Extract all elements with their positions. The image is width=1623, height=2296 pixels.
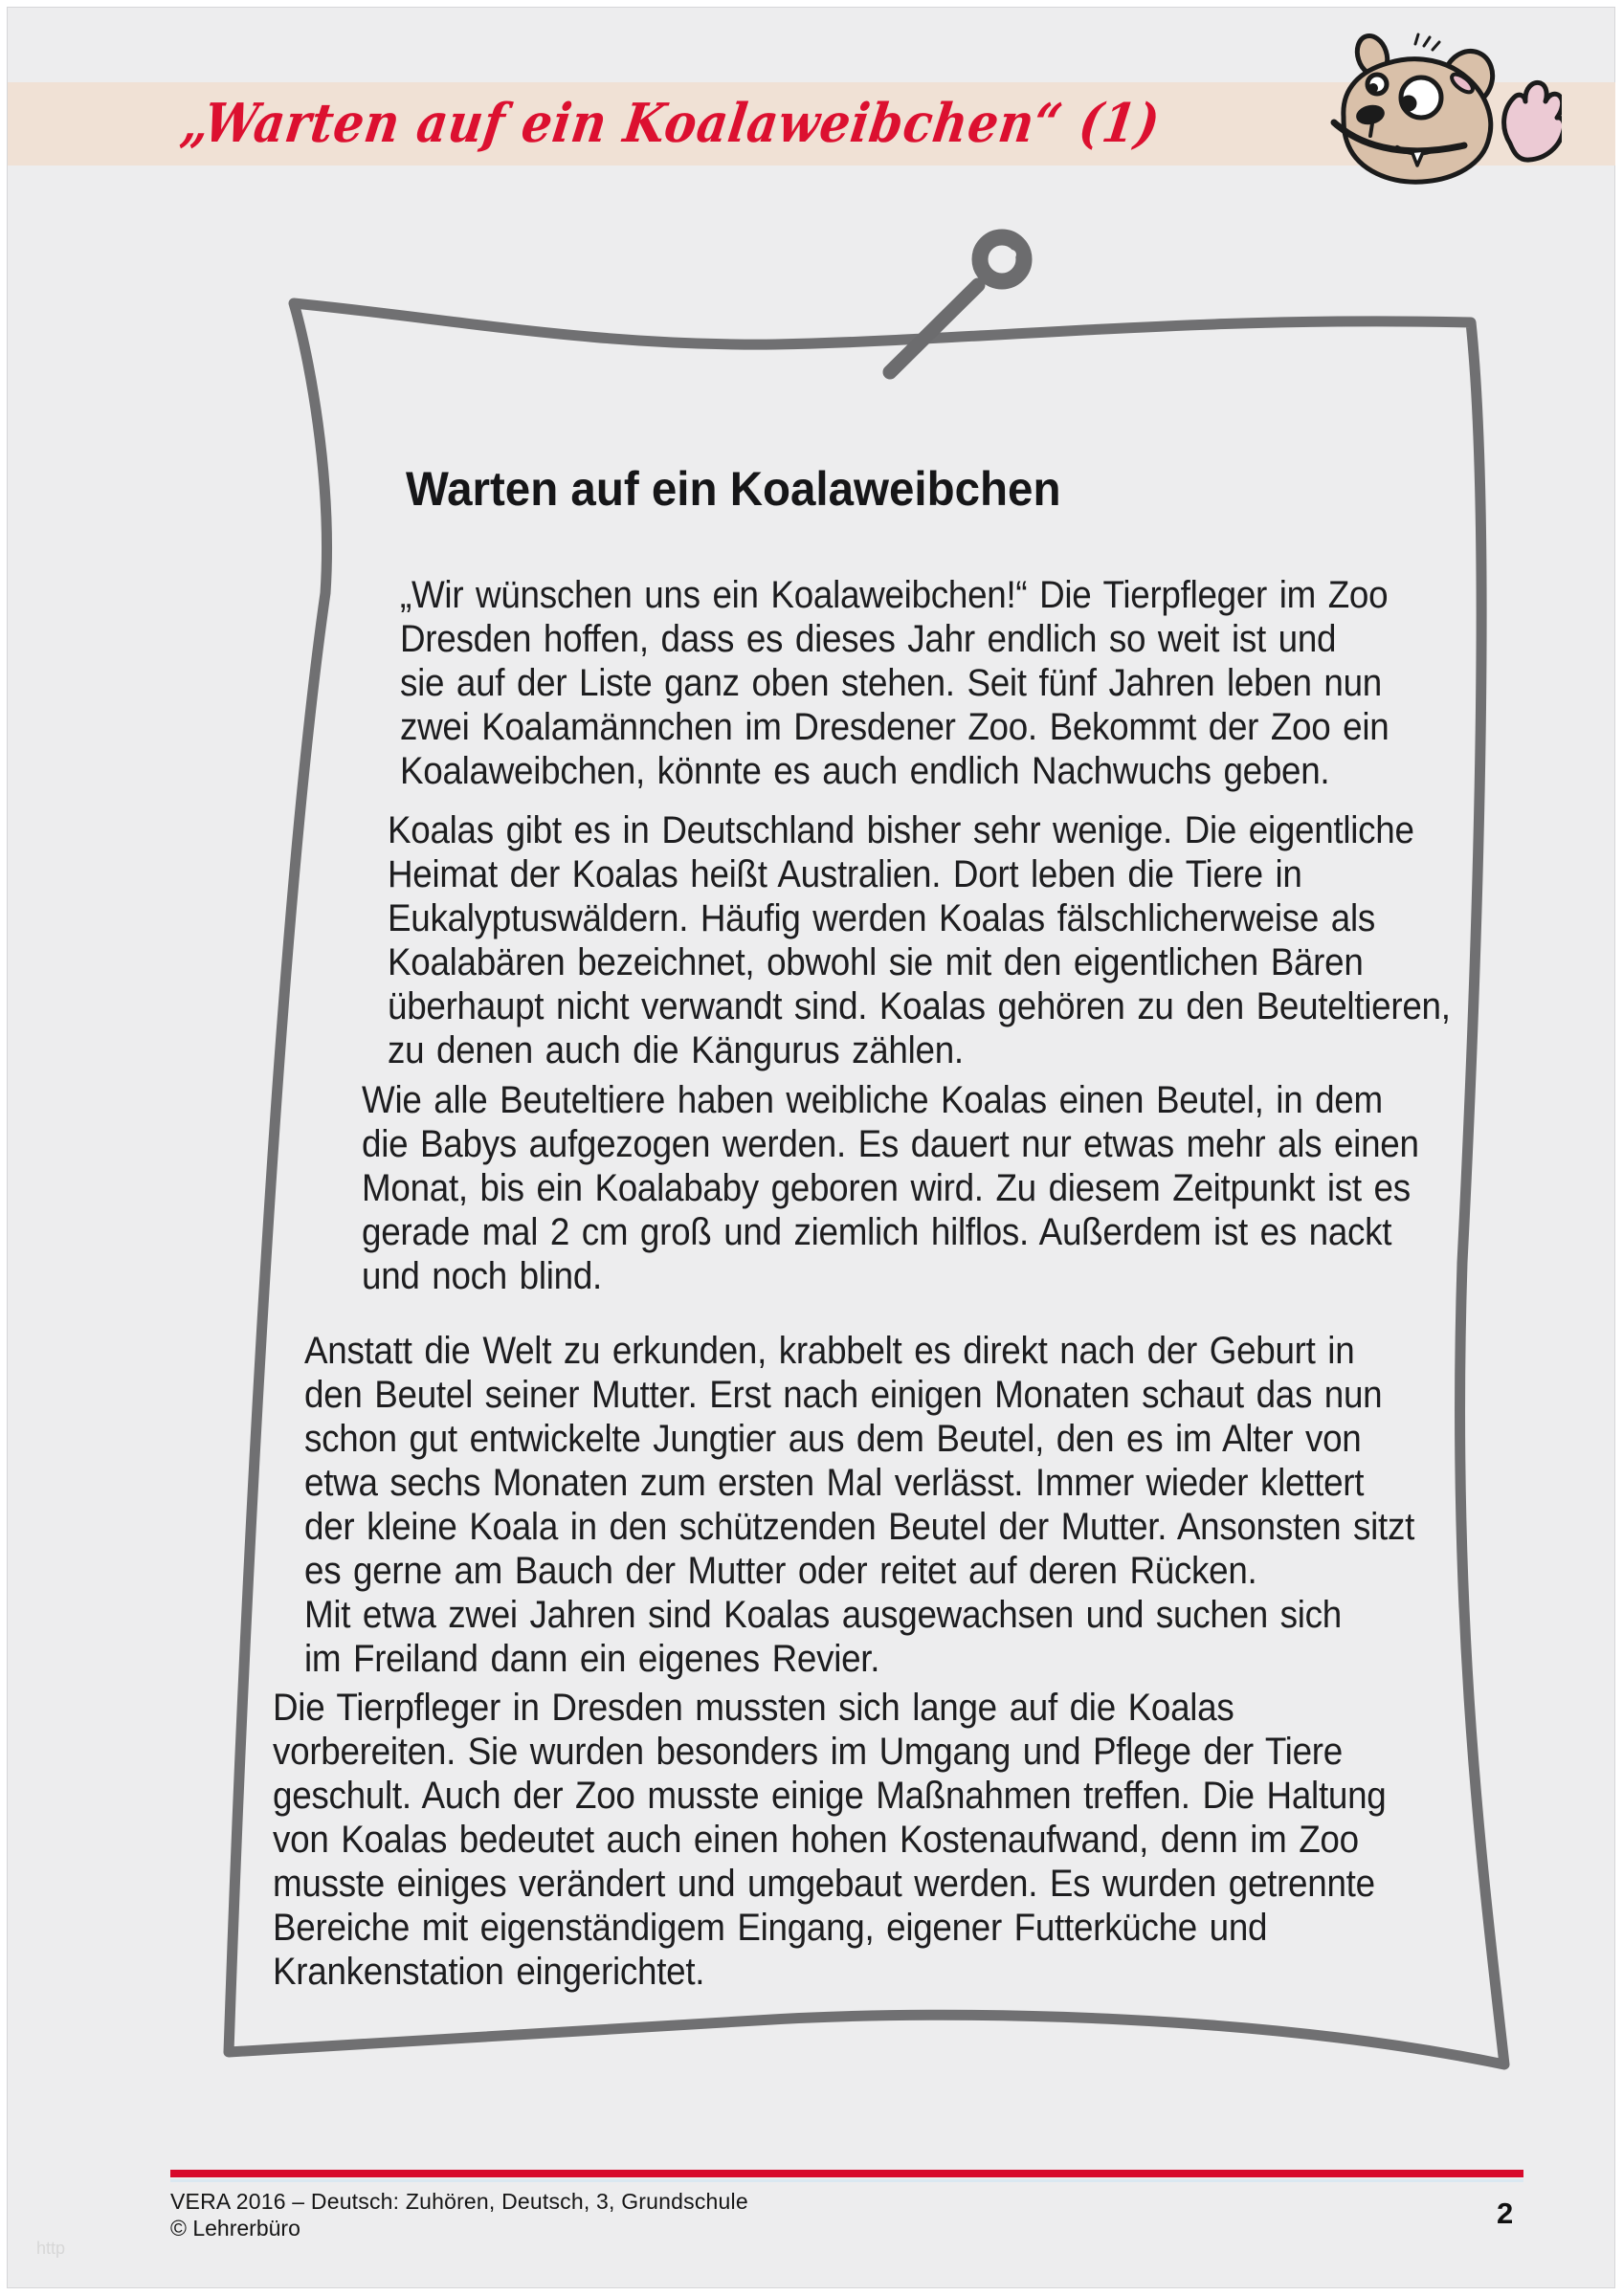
note-paragraph — [388, 808, 1451, 1072]
footer-rule — [170, 2170, 1523, 2177]
note-line: „Wir wünschen uns ein Koalaweibchen!“ Die Tierpfleger im Zoo — [400, 574, 1389, 616]
note-line: Anstatt die Welt zu erkunden, krabbelt es direkt nach der Geburt in — [304, 1330, 1355, 1372]
note-line: gerade mal 2 cm groß und ziemlich hilflos. Außerdem ist es nackt — [362, 1211, 1392, 1253]
note-line: Koalaweibchen, könnte es auch endlich Nachwuchs geben. — [400, 750, 1330, 792]
note-paragraph — [400, 573, 1389, 793]
note-line: Mit etwa zwei Jahren sind Koalas ausgewachsen und suchen sich — [304, 1594, 1343, 1636]
note-paragraph — [362, 1078, 1419, 1298]
note-line: Koalas gibt es in Deutschland bisher sehr wenige. Die eigentliche — [388, 809, 1414, 851]
note-title: Warten auf ein Koalaweibchen — [406, 462, 1061, 516]
page-title: „Warten auf ein Koalaweibchen“ (1) — [177, 92, 1165, 155]
note-line: Wie alle Beuteltiere haben weibliche Koalas einen Beutel, in dem — [362, 1079, 1383, 1121]
note-line: der kleine Koala in den schützenden Beutel der Mutter. Ansonsten sitzt — [304, 1506, 1415, 1548]
note-line: Monat, bis ein Koalababy geboren wird. Zu diesem Zeitpunkt ist es — [362, 1167, 1411, 1209]
note-line: Die Tierpfleger in Dresden mussten sich lange auf die Koalas — [273, 1687, 1234, 1729]
note-paragraph — [273, 1686, 1386, 1994]
note-line: sie auf der Liste ganz oben stehen. Seit fünf Jahren leben nun — [400, 662, 1382, 704]
note-line: die Babys aufgezogen werden. Es dauert nur etwas mehr als einen — [362, 1123, 1419, 1165]
note-line: Dresden hoffen, dass es dieses Jahr endlich so weit ist und — [400, 618, 1337, 660]
note-line: Krankenstation eingerichtet. — [273, 1951, 705, 1993]
footer-source: VERA 2016 – Deutsch: Zuhören, Deutsch, 3, Grundschule — [170, 2189, 748, 2214]
note-line: Heimat der Koalas heißt Australien. Dort leben die Tiere in — [388, 853, 1302, 895]
note-line: den Beutel seiner Mutter. Erst nach einigen Monaten schaut das nun — [304, 1374, 1383, 1416]
note-line: überhaupt nicht verwandt sind. Koalas gehören zu den Beuteltieren, — [388, 985, 1451, 1027]
note-line: Eukalyptuswäldern. Häufig werden Koalas fälschlicherweise als — [388, 897, 1375, 939]
note-line: Koalabären bezeichnet, obwohl sie mit den eigentlichen Bären — [388, 941, 1364, 983]
note-line: geschult. Auch der Zoo musste einige Maßnahmen treffen. Die Haltung — [273, 1775, 1387, 1817]
note-line: es gerne am Bauch der Mutter oder reitet auf deren Rücken. — [304, 1550, 1257, 1592]
note-line: musste einiges verändert und umgebaut werden. Es wurden getrennte — [273, 1863, 1375, 1905]
footer-rule-accent — [170, 2179, 1523, 2182]
note-paragraph — [304, 1329, 1414, 1681]
watermark-text: http — [36, 2239, 66, 2258]
note-line: im Freiland dann ein eigenes Revier. — [304, 1638, 880, 1680]
footer-copyright: © Lehrerbüro — [170, 2216, 300, 2241]
pin-icon — [890, 237, 1024, 372]
note-line: vorbereiten. Sie wurden besonders im Umgang und Pflege der Tiere — [273, 1731, 1343, 1773]
note-line: und noch blind. — [362, 1255, 603, 1297]
note-line: zu denen auch die Kängurus zählen. — [388, 1029, 964, 1071]
note-line: Bereiche mit eigenständigem Eingang, eigener Futterküche und — [273, 1907, 1268, 1949]
page-number: 2 — [1497, 2197, 1514, 2230]
note-line: etwa sechs Monaten zum ersten Mal verlässt. Immer wieder klettert — [304, 1462, 1365, 1504]
note-line: von Koalas bedeutet auch einen hohen Kostenaufwand, denn im Zoo — [273, 1819, 1359, 1861]
note-line: zwei Koalamännchen im Dresdener Zoo. Bekommt der Zoo ein — [400, 706, 1390, 748]
note-line: schon gut entwickelte Jungtier aus dem Beutel, den es im Alter von — [304, 1418, 1362, 1460]
